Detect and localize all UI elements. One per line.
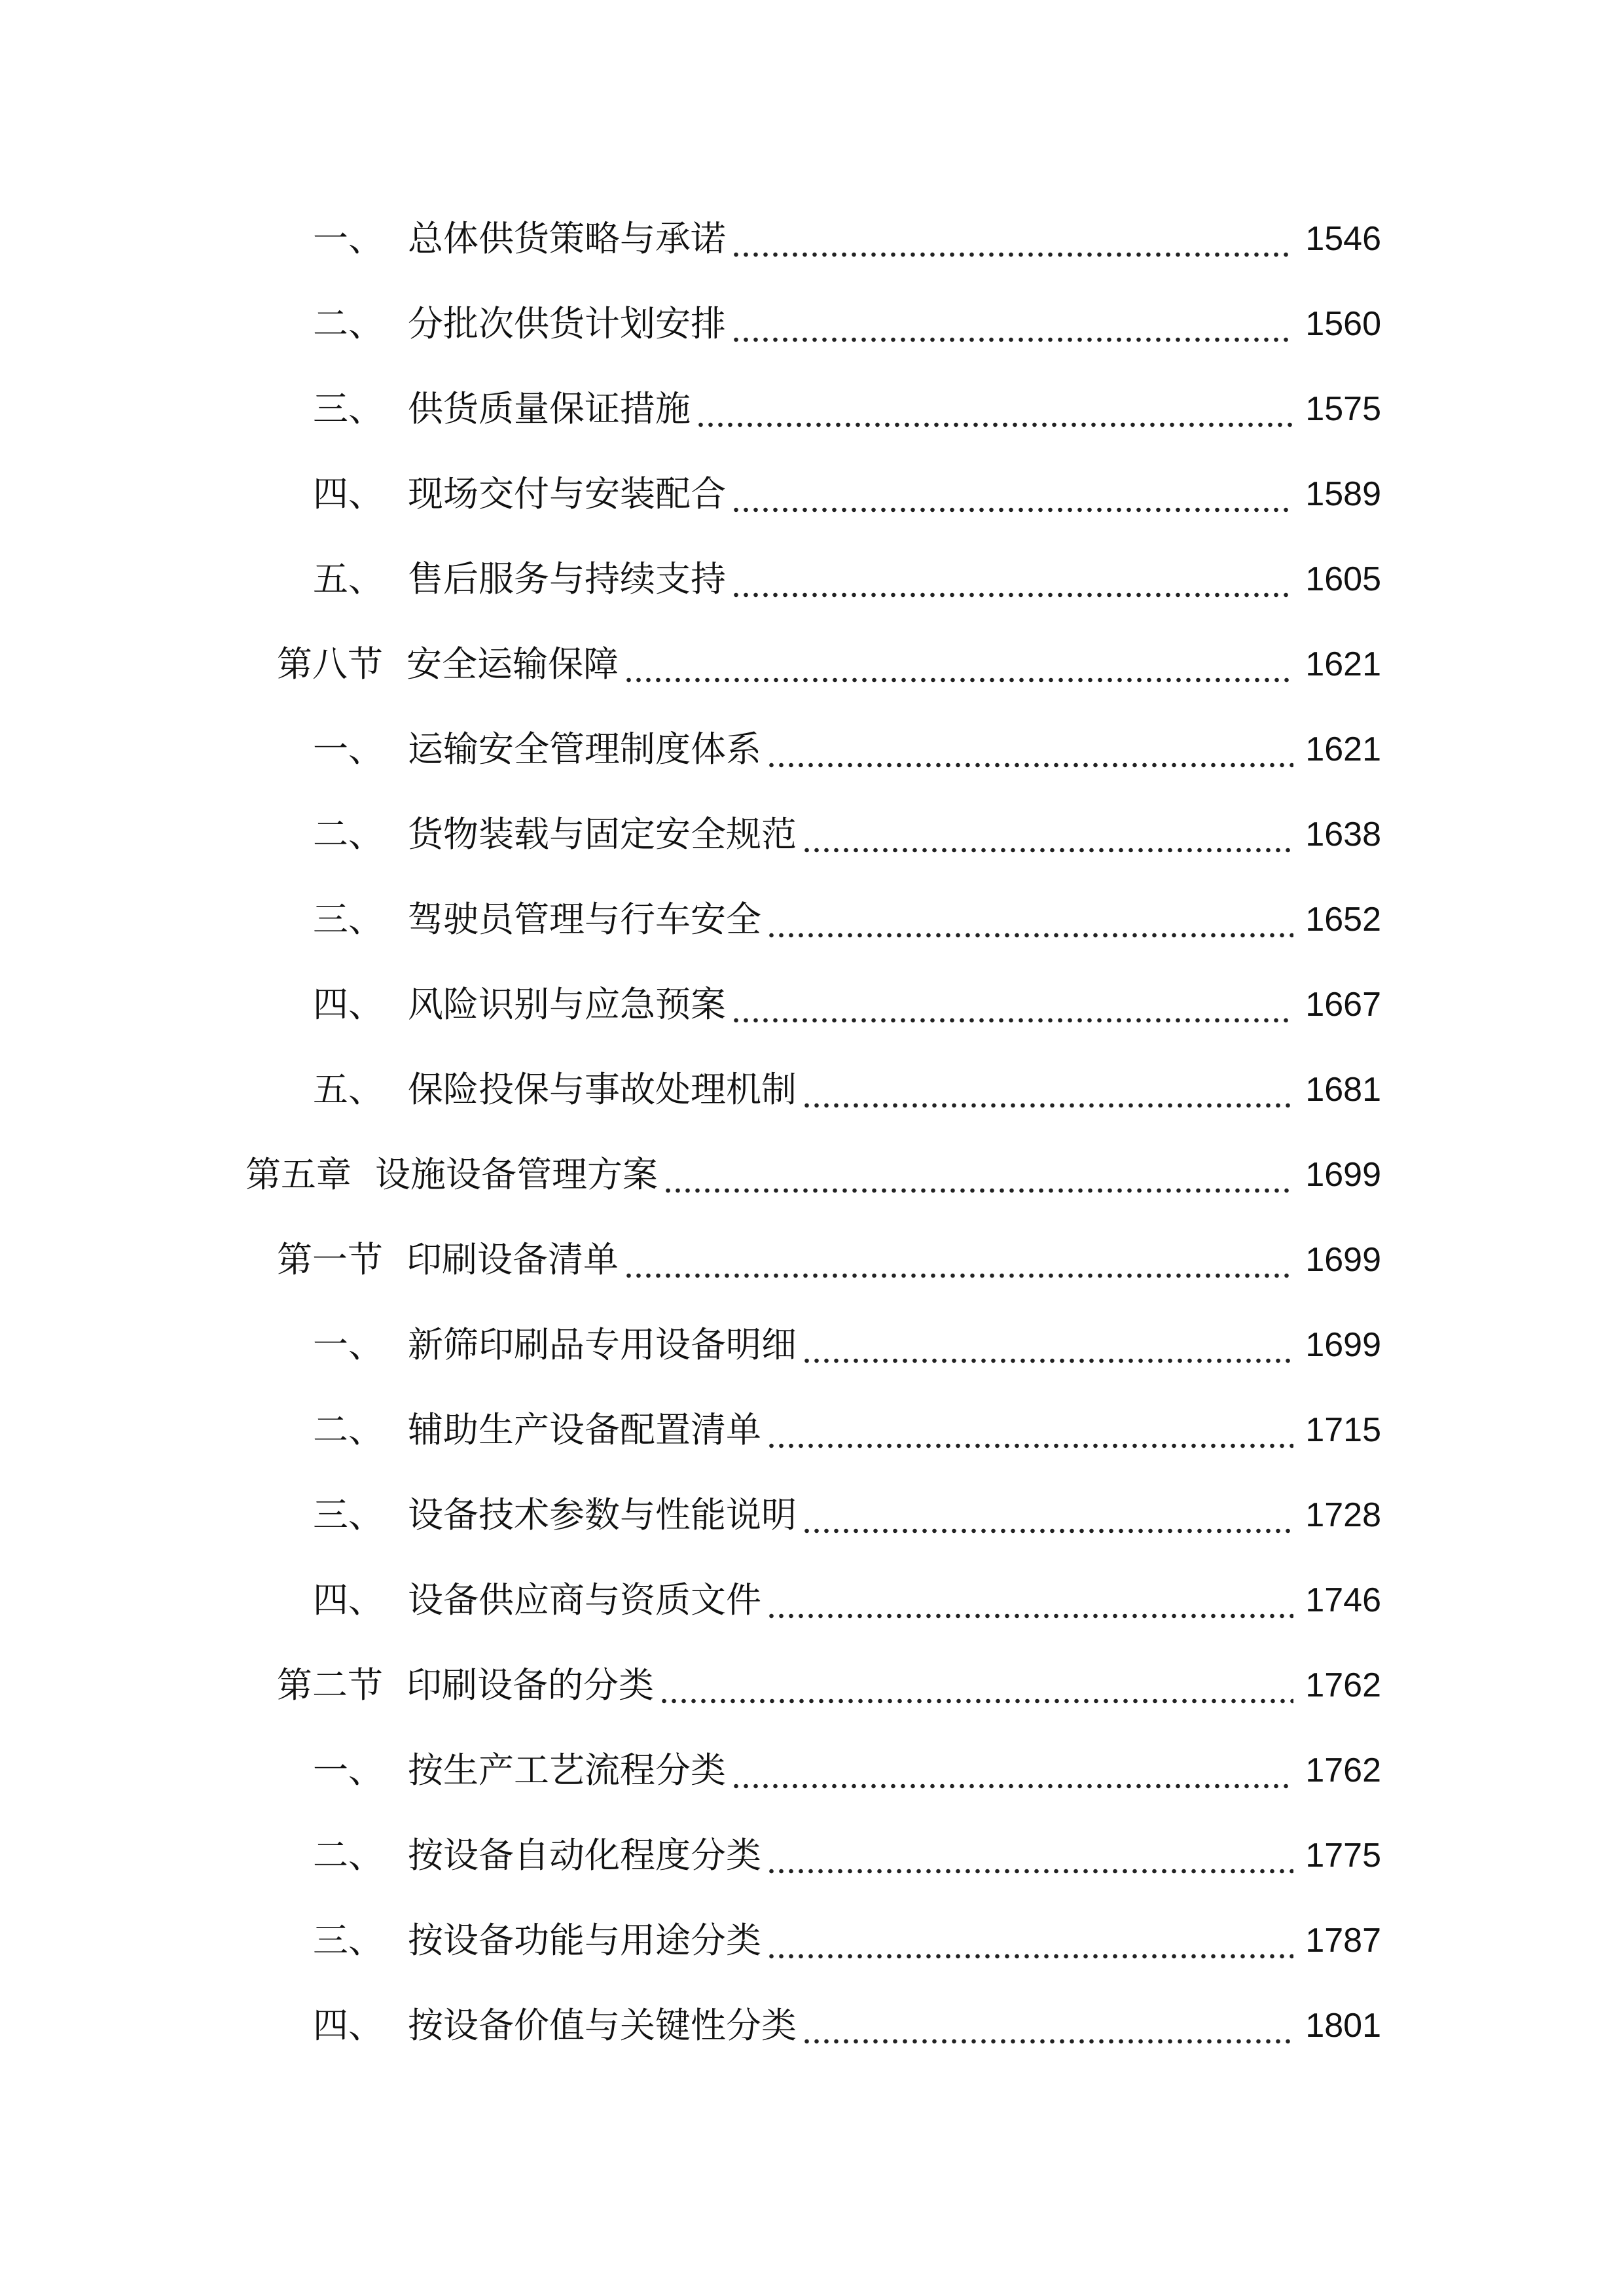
dot-leader: [767, 762, 1293, 768]
toc-entry-title: 分批次供货计划安排: [408, 303, 726, 344]
toc-entry-page: 1667: [1305, 986, 1381, 1024]
toc-entry-title: 设备供应商与资质文件: [408, 1579, 761, 1621]
toc-entry[interactable]: [0, 1983, 1624, 2068]
toc-entry-label: [0, 643, 619, 685]
toc-entry-label: [0, 984, 726, 1025]
toc-entry[interactable]: [0, 1898, 1624, 1983]
toc-entry-number: 五、: [313, 1069, 384, 1110]
toc-entry[interactable]: [0, 707, 1624, 792]
toc-entry-label: [0, 1494, 797, 1535]
dot-leader: [731, 592, 1293, 598]
dot-leader: [767, 1443, 1293, 1449]
toc-entry-page: 1787: [1305, 1922, 1381, 1960]
toc-entry-title: 货物装载与固定安全规范: [408, 814, 797, 855]
toc-entry-title: 运输安全管理制度体系: [408, 728, 761, 770]
toc-entry-number: 一、: [313, 218, 384, 259]
toc-entry-page: 1762: [1305, 1751, 1381, 1789]
dot-leader: [767, 932, 1293, 939]
dot-leader: [696, 422, 1293, 428]
toc-entry-title: 辅助生产设备配置清单: [408, 1409, 761, 1450]
toc-entry-label: [0, 1664, 654, 1706]
toc-section-entry[interactable]: [0, 1217, 1624, 1302]
toc-entry-label: [0, 1154, 658, 1195]
toc-entry[interactable]: [0, 1473, 1624, 1558]
toc-entry-number: 第八节: [277, 643, 383, 685]
dot-leader: [767, 1953, 1293, 1960]
dot-leader: [731, 507, 1293, 513]
toc-entry-title: 保险投保与事故处理机制: [408, 1069, 797, 1110]
toc-entry-title: 印刷设备的分类: [406, 1664, 654, 1706]
toc-entry-page: 1681: [1305, 1071, 1381, 1109]
toc-entry-page: 1715: [1305, 1411, 1381, 1449]
toc-entry[interactable]: [0, 196, 1624, 281]
toc-entry-title: 驾驶员管理与行车安全: [408, 899, 761, 940]
toc-section-entry[interactable]: [0, 1643, 1624, 1728]
toc-entry-label: [0, 899, 761, 940]
toc-entry-title: 售后服务与持续支持: [408, 558, 726, 600]
toc-entry-page: 1775: [1305, 1837, 1381, 1874]
toc-entry[interactable]: [0, 1558, 1624, 1643]
toc-entry-number: 三、: [313, 1920, 384, 1961]
toc-entry-page: 1605: [1305, 560, 1381, 598]
toc-entry-title: 风险识别与应急预案: [408, 984, 726, 1025]
toc-entry-label: [0, 1239, 619, 1280]
toc-entry-label: [0, 1579, 761, 1621]
dot-leader: [663, 1187, 1293, 1194]
toc-entry-title: 按设备自动化程度分类: [408, 1835, 761, 1876]
toc-entry-label: [0, 814, 797, 855]
dot-leader: [802, 1357, 1293, 1364]
toc-entry-label: [0, 303, 726, 344]
dot-leader: [802, 847, 1293, 853]
dot-leader: [731, 251, 1293, 258]
toc-entry-label: [0, 1409, 761, 1450]
toc-entry-number: 三、: [313, 899, 384, 940]
toc-entry-number: 第二节: [277, 1664, 383, 1706]
toc-entry-number: 四、: [313, 984, 384, 1025]
dot-leader: [624, 1272, 1293, 1279]
dot-leader: [767, 1868, 1293, 1874]
toc-entry-page: 1560: [1305, 305, 1381, 343]
toc-entry-page: 1801: [1305, 2007, 1381, 2045]
toc-entry-number: 四、: [313, 1579, 384, 1621]
toc-entry-number: 一、: [313, 1324, 384, 1365]
toc-entry-label: [0, 388, 691, 429]
toc-entry-page: 1621: [1305, 645, 1381, 683]
toc-entry-title: 设施设备管理方案: [375, 1154, 658, 1195]
toc-entry-page: 1621: [1305, 730, 1381, 768]
dot-leader: [731, 336, 1293, 343]
toc-entry-number: 三、: [313, 388, 384, 429]
toc-entry-number: 三、: [313, 1494, 384, 1535]
toc-entry-page: 1762: [1305, 1666, 1381, 1704]
dot-leader: [767, 1613, 1293, 1619]
toc-entry-number: 二、: [313, 1835, 384, 1876]
toc-entry-label: [0, 473, 726, 514]
toc-entry[interactable]: [0, 537, 1624, 622]
toc-entry-page: 1546: [1305, 220, 1381, 258]
toc-entry[interactable]: [0, 792, 1624, 877]
dot-leader: [802, 1102, 1293, 1109]
toc-entry-number: 四、: [313, 2005, 384, 2046]
toc-entry-page: 1589: [1305, 475, 1381, 513]
toc-entry-number: 一、: [313, 728, 384, 770]
dot-leader: [731, 1017, 1293, 1024]
dot-leader: [802, 2038, 1293, 2045]
toc-entry-label: [0, 2005, 797, 2046]
toc-entry-label: [0, 1920, 761, 1961]
toc-entry-title: 按生产工艺流程分类: [408, 1749, 726, 1791]
toc-entry[interactable]: [0, 452, 1624, 537]
toc-entry[interactable]: [0, 281, 1624, 367]
toc-entry[interactable]: [0, 1047, 1624, 1132]
toc-entry-title: 新筛印刷品专用设备明细: [408, 1324, 797, 1365]
toc-entry[interactable]: [0, 877, 1624, 962]
dot-leader: [731, 1783, 1293, 1789]
toc-entry-label: [0, 218, 726, 259]
toc-entry-title: 安全运输保障: [406, 643, 619, 685]
toc-entry-title: 供货质量保证措施: [408, 388, 691, 429]
toc-entry-page: 1638: [1305, 816, 1381, 853]
toc-entry-title: 总体供货策略与承诺: [408, 218, 726, 259]
toc-entry[interactable]: [0, 367, 1624, 452]
toc-chapter-entry[interactable]: [0, 1132, 1624, 1217]
toc-entry-page: 1746: [1305, 1581, 1381, 1619]
toc-entry-title: 按设备价值与关键性分类: [408, 2005, 797, 2046]
toc-entry-title: 设备技术参数与性能说明: [408, 1494, 797, 1535]
toc-entry-number: 二、: [313, 303, 384, 344]
toc-entry-page: 1728: [1305, 1496, 1381, 1534]
toc-entry-number: 二、: [313, 1409, 384, 1450]
toc-entry-page: 1575: [1305, 390, 1381, 428]
toc-entry-title: 印刷设备清单: [406, 1239, 619, 1280]
toc-entry-number: 二、: [313, 814, 384, 855]
toc-entry[interactable]: [0, 1302, 1624, 1388]
toc-entry-label: [0, 1069, 797, 1110]
dot-leader: [659, 1698, 1293, 1704]
toc-entry-label: [0, 1324, 797, 1365]
toc-entry-page: 1699: [1305, 1326, 1381, 1364]
toc-entry-page: 1652: [1305, 901, 1381, 939]
toc-entry-label: [0, 728, 761, 770]
toc-entry-number: 第五章: [245, 1154, 352, 1195]
toc-entry-label: [0, 558, 726, 600]
toc-entry-label: [0, 1835, 761, 1876]
toc-entry-page: 1699: [1305, 1241, 1381, 1279]
toc-section-entry[interactable]: [0, 622, 1624, 707]
dot-leader: [624, 677, 1293, 683]
toc-entry-page: 1699: [1305, 1156, 1381, 1194]
toc-entry-title: 现场交付与安装配合: [408, 473, 726, 514]
toc-entry-number: 一、: [313, 1749, 384, 1791]
toc-entry-number: 五、: [313, 558, 384, 600]
toc-entry-number: 第一节: [277, 1239, 383, 1280]
toc-entry-label: [0, 1749, 726, 1791]
table-of-contents: [0, 196, 1624, 2068]
toc-entry-number: 四、: [313, 473, 384, 514]
dot-leader: [802, 1528, 1293, 1534]
toc-entry[interactable]: [0, 1813, 1624, 1898]
toc-entry[interactable]: [0, 1388, 1624, 1473]
toc-entry[interactable]: [0, 1728, 1624, 1813]
toc-entry-title: 按设备功能与用途分类: [408, 1920, 761, 1961]
toc-entry[interactable]: [0, 962, 1624, 1047]
